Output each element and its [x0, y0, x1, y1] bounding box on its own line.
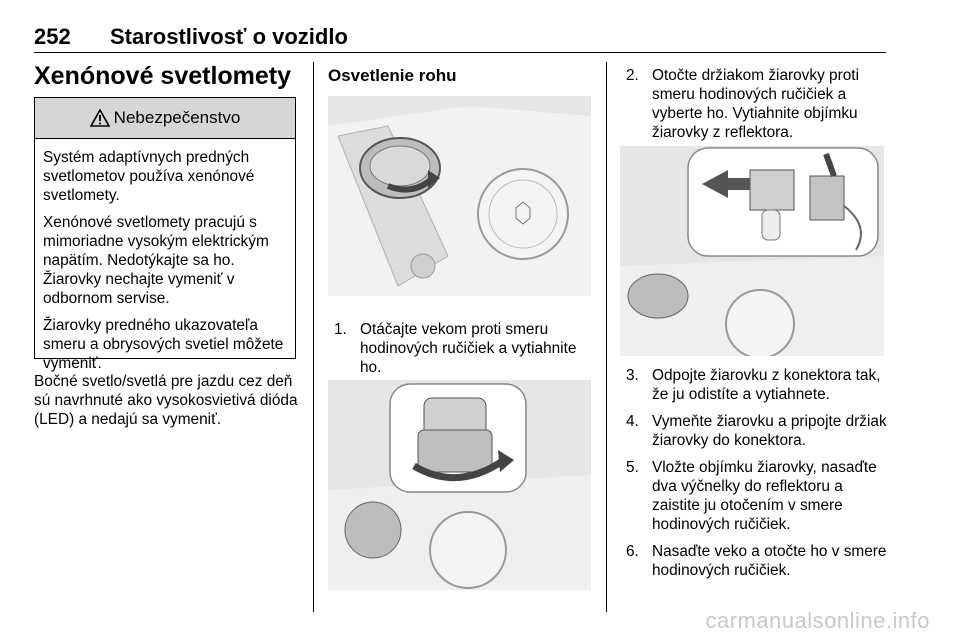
step-number: 5.: [626, 459, 639, 476]
watermark: carmanualsonline.info: [705, 608, 930, 633]
warning-paragraph: Systém adaptívnych predných svetlometov používa xenónové svetlomety.: [43, 149, 255, 204]
step-text: Vložte objímku žiarovky, nasaďte dva výčnelky do reflektoru a zaistite ju otočením v smere hodinových ručičiek.: [652, 459, 877, 533]
step-number: 6.: [626, 543, 639, 560]
step-number: 1.: [334, 321, 347, 338]
steps-list-1: [334, 320, 590, 385]
column-divider: [313, 62, 314, 612]
list-item: [626, 458, 888, 534]
page-number: 252: [34, 24, 71, 49]
headlamp-cover-illustration: [328, 96, 591, 296]
danger-warning-box: [34, 97, 296, 372]
list-item: [626, 366, 888, 404]
step-number: 4.: [626, 413, 639, 430]
warning-triangle-icon: [90, 109, 110, 127]
steps-list-2: [626, 66, 886, 150]
warning-title: Nebezpečenstvo: [113, 108, 241, 127]
subsection-title: Osvetlenie rohu: [328, 66, 457, 85]
step-number: 3.: [626, 367, 639, 384]
led-info-text: Bočné svetlo/svetlá pre jazdu cez deň sú navrhnuté ako vysokosvietivá dióda (LED) a nedajú sa vymeniť.: [34, 373, 298, 428]
steps-list-3: [626, 366, 888, 588]
step-text: Otáčajte vekom proti smeru hodinových ručičiek a vytiahnite ho.: [360, 321, 577, 376]
warning-paragraph: Xenónové svetlomety pracujú s mimoriadne vysokým elektrickým napätím. Nedotýkajte sa ho. Žiarovky nechajte vymeniť v odbornom servise.: [43, 214, 269, 307]
step-text: Odpojte žiarovku z konektora tak, že ju odistíte a vytiahnete.: [652, 367, 881, 403]
step-text: Vymeňte žiarovku a pripojte držiak žiarovky do konektora.: [652, 413, 887, 449]
list-item: [334, 320, 590, 377]
page-header: [34, 18, 886, 53]
warning-body: [35, 139, 295, 373]
warning-paragraph: Žiarovky predného ukazovateľa smeru a obrysových svetiel môžete vymeniť.: [43, 317, 284, 372]
section-title: Xenónové svetlomety: [34, 62, 292, 90]
column-divider: [606, 62, 607, 612]
list-item: [626, 412, 888, 450]
bulb-holder-rotation-illustration: [328, 380, 591, 590]
step-text: Otočte držiakom žiarovky proti smeru hodinových ručičiek a vyberte ho. Vytiahnite objímku žiarovky z reflektora.: [652, 67, 859, 141]
chapter-title: Starostlivosť o vozidlo: [110, 24, 348, 49]
step-text: Nasaďte veko a otočte ho v smere hodinových ručičiek.: [652, 543, 887, 579]
warning-header: [35, 98, 295, 139]
list-item: [626, 66, 886, 142]
bulb-removal-illustration: [620, 146, 884, 356]
step-number: 2.: [626, 67, 639, 84]
list-item: [626, 542, 888, 580]
